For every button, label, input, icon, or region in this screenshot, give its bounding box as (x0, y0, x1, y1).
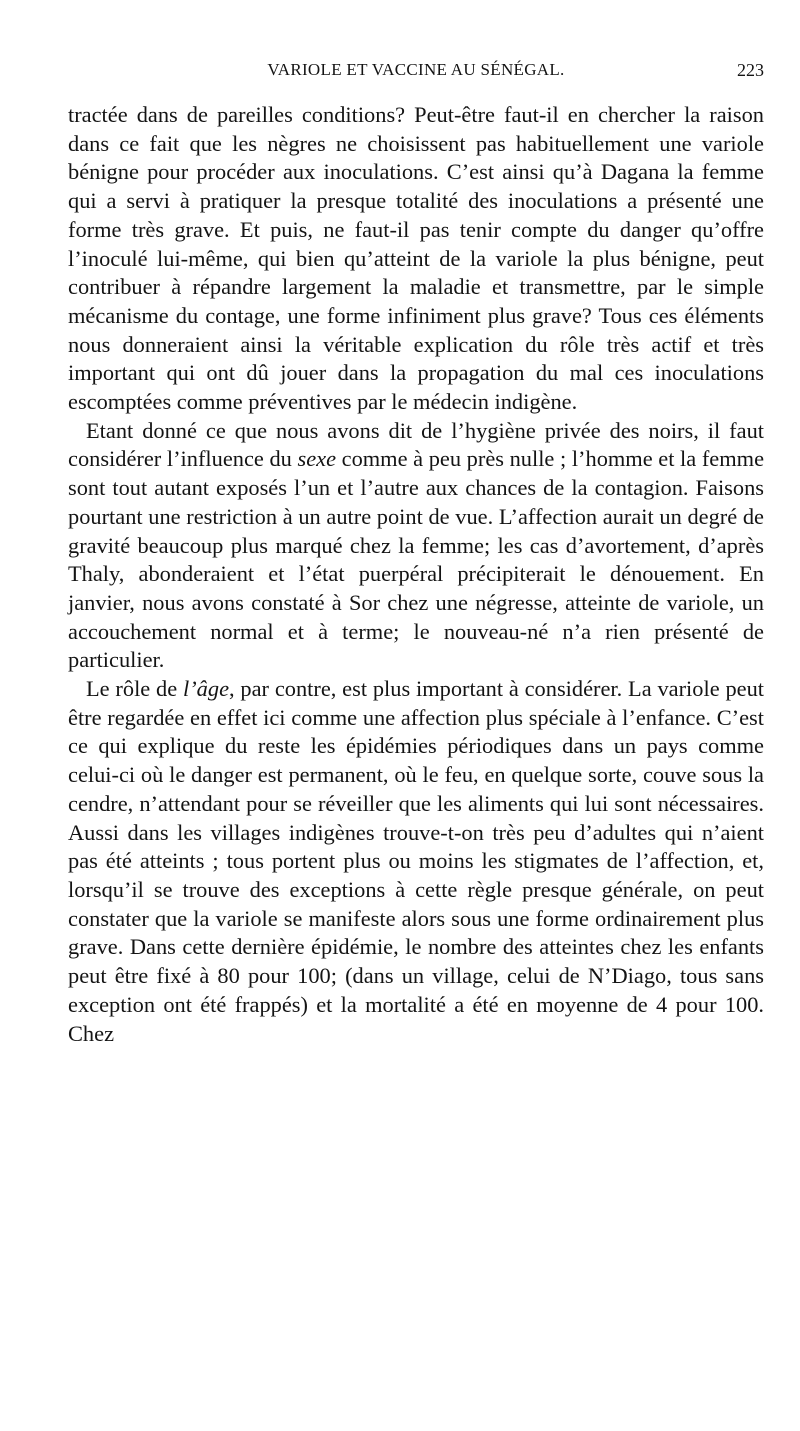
paragraph-text: tractée dans de pareilles conditions? Peut-être faut-il en chercher la raison dans ce fait que les nègres ne choisissent pas habituellement une variole bénigne pour procéder aux inoculations. C’est ainsi qu’à Dagana la femme qui a servi à pratiquer la presque totalité des inoculations a présenté une forme très grave. Et puis, ne faut-il pas tenir compte du danger qu’offre l’inoculé lui-même, qui bien qu’atteint de la variole la plus bénigne, peut contribuer à répandre largement la maladie et transmettre, par le simple mécanisme du contage, une forme infiniment plus grave? Tous ces éléments nous donneraient ainsi la véritable explication du rôle très actif et très important qui ont dû jouer dans la propagation du mal ces inoculations escomptées comme préventives par le médecin indigène. (68, 102, 764, 415)
paragraph-sexe (68, 417, 764, 675)
italic-term: sexe (297, 446, 337, 472)
running-header (68, 60, 764, 86)
body-text (68, 101, 764, 1048)
page-number: 223 (737, 60, 764, 80)
paragraph-text-after: , par contre, est plus important à considérer. La variole peut être regardée en effet ici comme une affection plus spéciale à l’enfance. C’est ce qui explique du reste les épidémies périodiques dans un pays comme celui-ci où le danger est permanent, où le feu, en quelque sorte, couve sous la cendre, n’attendant pour se réveiller que les aliments qui lui sont nécessaires. Aussi dans les villages indigènes trouve-t-on très peu d’adultes qui n’aient pas été atteints ; tous portent plus ou moins les stigmates de l’affection, et, lorsqu’il se trouve des exceptions à cette règle presque générale, on peut constater que la variole se manifeste alors sous une forme ordinairement plus grave. Dans cette dernière épidémie, le nombre des atteintes chez les enfants peut être fixé à 80 pour 100; (dans un village, celui de N’Diago, tous sans exception ont été frappés) et la mortalité a été en moyenne de 4 pour 100. Chez (68, 676, 764, 1046)
paragraph-continuation (68, 101, 764, 417)
paragraph-text-after: comme à peu près nulle ; l’homme et la femme sont tout autant exposés l’un et l’autre aux chances de la contagion. Faisons pourtant une restriction à un autre point de vue. L’affection aurait un degré de gravité beaucoup plus marqué chez la femme; les cas d’avortement, d’après Thaly, abonderaient et l’état puerpéral précipiterait le dénouement. En janvier, nous avons constaté à Sor chez une négresse, atteinte de variole, un accouchement normal et à terme; le nouveau-né n’a rien présenté de particulier. (68, 446, 765, 673)
paragraph-age (68, 675, 764, 1048)
running-title: VARIOLE ET VACCINE AU SÉNÉGAL. (267, 60, 565, 79)
paragraph-text-before: Le rôle de (86, 676, 183, 702)
italic-term: l’âge (183, 676, 230, 702)
paragraph-text-before: Etant donné ce que nous avons dit de l’hygiène privée des noirs, il faut considérer l’influence du (68, 417, 764, 472)
